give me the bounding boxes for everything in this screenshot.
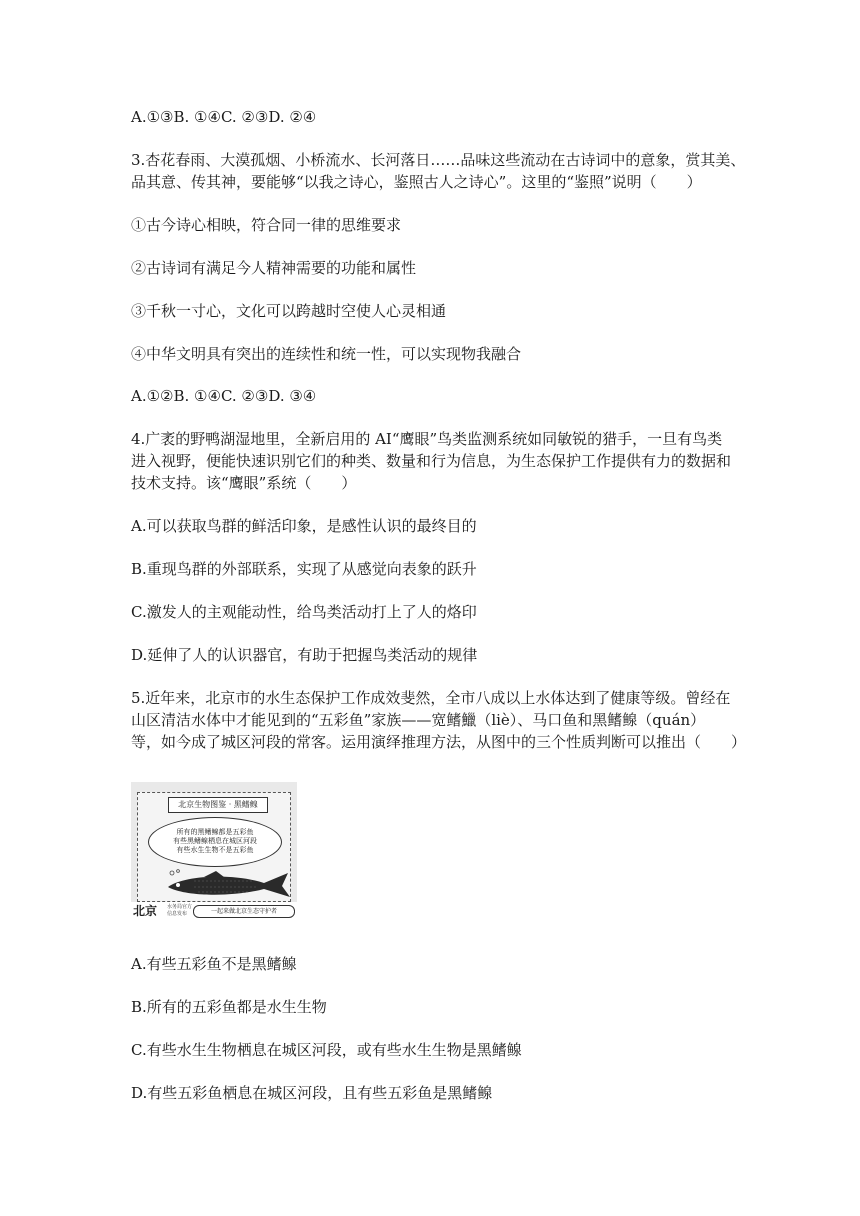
q5-figure [131, 782, 297, 920]
fish-icon [164, 869, 294, 899]
q3-options: A.①②B. ①④C. ②③D. ③④ [131, 387, 317, 405]
small-caption-line1: 水务局官方 [167, 904, 193, 910]
q3-item4: ④中华文明具有突出的连续性和统一性，可以实现物我融合 [131, 345, 522, 363]
bubble-line3: 有些水生生物不是五彩鱼 [176, 846, 254, 854]
q5-option-a: A.有些五彩鱼不是黑鳍鳈 [131, 955, 297, 973]
q3-stem-line2: 品其意、传其神，要能够“以我之诗心，鉴照古人之诗心”。这里的“鉴照”说明（ ） [131, 173, 702, 191]
q3-stem-line1: 3.杏花春雨、大漠孤烟、小桥流水、长河落日……品味这些流动在古诗词中的意象，赏其美、 [131, 151, 746, 169]
q5-option-b: B.所有的五彩鱼都是水生生物 [131, 998, 327, 1016]
q4-option-a: A.可以获取鸟群的鲜活印象，是感性认识的最终目的 [131, 517, 477, 535]
figure-footer [131, 902, 297, 920]
q4-stem-line1: 4.广袤的野鸭湖湿地里，全新启用的 AI“鹰眼”鸟类监测系统如同敏锐的猎手，一旦有鸟类 [131, 430, 723, 448]
small-caption-line2: 信息发布 [167, 911, 188, 917]
q4-stem-line3: 技术支持。该“鹰眼”系统（ ） [131, 474, 357, 492]
q4-option-d: D.延伸了人的认识器官，有助于把握鸟类活动的规律 [131, 646, 478, 664]
q5-option-d: D.有些五彩鱼栖息在城区河段，且有些五彩鱼是黑鳍鳈 [131, 1084, 493, 1102]
q5-stem-line1: 5.近年来，北京市的水生态保护工作成效斐然，全市八成以上水体达到了健康等级。曾经在 [131, 689, 731, 707]
q4-option-b: B.重现鸟群的外部联系，实现了从感觉向表象的跃升 [131, 560, 477, 578]
q4-option-c: C.激发人的主观能动性，给鸟类活动打上了人的烙印 [131, 603, 477, 621]
bubble-line1: 所有的黑鳍鳈都是五彩鱼 [176, 828, 254, 836]
figure-city: 北京 [133, 904, 158, 918]
figure-frame [137, 792, 291, 902]
figure-small-caption [167, 904, 193, 918]
q4-stem-line2: 进入视野，便能快速识别它们的种类、数量和行为信息，为生态保护工作提供有力的数据和 [131, 452, 732, 470]
q5-option-c: C.有些水生生物栖息在城区河段，或有些水生生物是黑鳍鳈 [131, 1041, 522, 1059]
q3-item1: ①古今诗心相映，符合同一律的思维要求 [131, 216, 402, 234]
bubble-line2: 有些黑鳍鳈栖息在城区河段 [173, 837, 257, 845]
q3-item3: ③千秋一寸心，文化可以跨越时空使人心灵相通 [131, 302, 447, 320]
q5-stem-line3: 等，如今成了城区河段的常客。运用演绎推理方法，从图中的三个性质判断可以推出（ ） [131, 733, 747, 751]
speech-bubble [148, 817, 282, 867]
figure-banner: 一起来做北京生态守护者 [193, 905, 295, 918]
q2-options: A.①③B. ①④C. ②③D. ②④ [131, 108, 317, 126]
q5-stem-line2: 山区清洁水体中才能见到的“五彩鱼”家族——宽鳍鱲（liè）、马口鱼和黑鳍鳈（quán） [131, 711, 706, 729]
figure-title: 北京生物图鉴 · 黑鳍鳈 [168, 797, 268, 813]
q3-item2: ②古诗词有满足今人精神需要的功能和属性 [131, 259, 417, 277]
